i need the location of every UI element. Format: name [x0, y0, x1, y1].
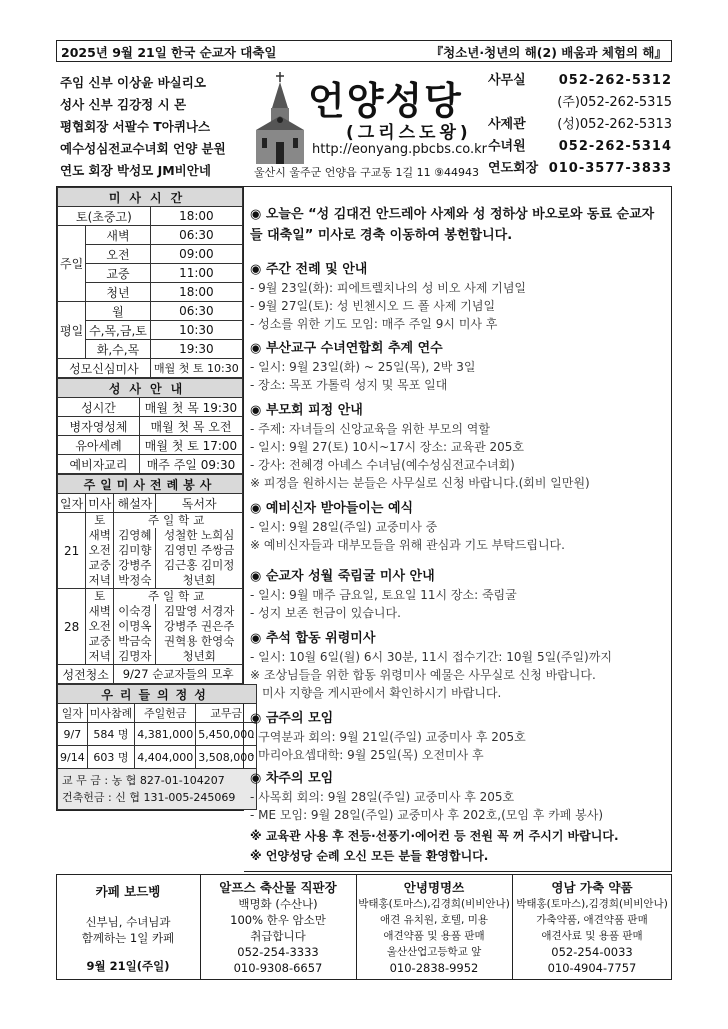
- table-row: [58, 340, 243, 359]
- cleaning-label: 성전청소: [58, 665, 114, 684]
- parish-name: 언양성당: [308, 79, 463, 123]
- mass-label: 교중: [86, 264, 151, 283]
- table-row: [58, 226, 243, 245]
- notice-line: - ME 모임: 9월 28일(주일) 교중미사 후 202호,(모임 후 카페 봉사): [250, 808, 604, 822]
- bullet-icon: ◉: [250, 711, 266, 726]
- mass-label: 월: [86, 302, 151, 321]
- offering-dues: 5,450,000: [196, 723, 257, 746]
- mass-times-heading: 미사시간: [58, 188, 243, 207]
- offerings-heading: 우리들의정성: [58, 685, 257, 704]
- column-header: 주일헌금: [135, 704, 196, 723]
- staff-row: 주임 신부 이상윤 바실리오: [60, 75, 206, 90]
- bullet-icon: ◉: [250, 771, 266, 786]
- notice-line: - 9월 27일(토): 성 빈첸시오 드 폴 사제 기념일: [250, 299, 496, 313]
- ad-title: 카페 보드벵: [95, 884, 161, 899]
- address: 울산시 울주군 언양읍 구교동 1길 11 ⑨44943: [254, 166, 479, 179]
- contact-row: 수녀원 052-262-5314: [488, 139, 672, 154]
- ad-line: 애견약품 및 용품 판매: [383, 930, 485, 942]
- table-row: [58, 302, 243, 321]
- table-row: [58, 436, 243, 455]
- sacrament-value: 매월 첫 목 19:30: [140, 398, 243, 417]
- column-header: 미사: [86, 494, 114, 513]
- table-row: [58, 207, 243, 226]
- ad-pet-shop: [358, 876, 510, 978]
- table-row: [58, 723, 257, 746]
- mass-time: 10:30: [150, 321, 242, 340]
- offering-dues: 3,508,000: [196, 746, 257, 769]
- notice-line: - 일시: 10월 6일(월) 6시 30분, 11시 접수기간: 10월 5일(주일)까지: [250, 650, 612, 664]
- notice-jukrimgul-mass: [250, 565, 720, 622]
- ad-line: 가축약품, 애견약품 판매: [536, 914, 648, 926]
- top-bar: [56, 40, 672, 62]
- sacrament-label: 성시간: [58, 398, 140, 417]
- account-info: 교 무 금 : 농 협 827-01-104207 건축헌금 : 신 협 131-005-245069: [58, 769, 257, 810]
- footer-notes: [250, 826, 668, 866]
- column-header: 해설자: [114, 494, 156, 513]
- notice-line: - 일시: 9월 28일(주일) 교중미사 중: [250, 520, 438, 534]
- table-row: [58, 746, 257, 769]
- table-row: [58, 245, 243, 264]
- ministry-table: [57, 474, 243, 684]
- offering-sunday: 4,381,000: [135, 723, 196, 746]
- footer-note: ※ 언양성당 순례 오신 모든 분들 환영합니다.: [250, 849, 489, 863]
- notice-line: - 구역분과 회의: 9월 21일(주일) 교중미사 후 205호: [250, 730, 526, 744]
- bullet-icon: ◉: [250, 569, 266, 584]
- notice-line: - 9월 23일(화): 피에트렐치나의 성 비오 사제 기념일: [250, 281, 526, 295]
- ad-line: 052-254-3333: [237, 945, 319, 959]
- cleaning-value: 9/27 순교자들의 모후: [114, 665, 243, 684]
- ad-line: 함께하는 1일 카페: [81, 931, 175, 945]
- mass-label: 청년: [86, 283, 151, 302]
- notice-title: ◉ 금주의 모임: [250, 711, 334, 726]
- sacraments-heading: 성사안내: [58, 379, 243, 398]
- mass-time: 09:00: [150, 245, 242, 264]
- sunday-label: 주일: [58, 226, 86, 302]
- offering-attendance: 584 명: [87, 723, 135, 746]
- notice-title: ◉ 주간 전례 및 안내: [250, 262, 368, 277]
- ministry-masses: 토 새벽 오전 교중 저녁: [86, 513, 114, 589]
- notice-line: - 일시: 9월 매주 금요일, 토요일 11시 장소: 죽림굴: [250, 588, 517, 602]
- column-header: 일자: [58, 704, 88, 723]
- notice-line: ※ 조상님들을 위한 합동 위령미사 예물은 사무실로 신청 바랍니다.: [250, 668, 596, 682]
- column-header: 미사참례: [87, 704, 135, 723]
- mass-time: 11:00: [150, 264, 242, 283]
- ministry-masses: 토 새벽 오전 교중 저녁: [86, 589, 114, 665]
- notice-title: ◉ 순교자 성월 죽림굴 미사 안내: [250, 569, 435, 584]
- notice-weekly-liturgy: [250, 258, 720, 333]
- notice-title: ◉ 부모회 피정 안내: [250, 403, 363, 418]
- contact-row: 사제관 (성)052-262-5313: [488, 117, 672, 132]
- table-row: [58, 665, 243, 684]
- header: [56, 66, 672, 184]
- contact-list: [488, 70, 672, 180]
- contact-row: 사무실 052-262-5312: [488, 73, 672, 88]
- table-row: [58, 769, 257, 810]
- notice-line: - 성지 보존 헌금이 있습니다.: [250, 606, 401, 620]
- sacrament-value: 매월 첫 토 17:00: [140, 436, 243, 455]
- slogan: 『청소년·청년의 해(2) 배움과 체험의 해』: [430, 45, 667, 60]
- bullet-icon: ◉: [250, 262, 266, 277]
- church-icon: [254, 72, 306, 166]
- ad-title: 영남 가축 약품: [551, 880, 633, 895]
- sacrament-value: 매월 첫 목 오전: [140, 417, 243, 436]
- notice-line: - 마리아요셉대학: 9월 25일(목) 오전미사 후: [250, 748, 484, 762]
- table-row: [58, 417, 243, 436]
- notice-line: ※ 피정을 원하시는 분들은 사무실로 신청 바랍니다.(회비 일만원): [250, 476, 590, 490]
- ministry-people: 주일학교 김영혜 김미향 강병주 박정숙 성철한 노희심 김영민 주쌍금 김근홍 김미정 청년회: [114, 513, 243, 589]
- notice-line: - 사목회 회의: 9월 28일(주일) 교중미사 후 205호: [250, 790, 515, 804]
- mass-time: 19:30: [150, 340, 242, 359]
- column-header: 교무금: [196, 704, 257, 723]
- ad-line: 울산산업고등학교 앞: [386, 946, 482, 958]
- offerings-table: [57, 684, 257, 810]
- notice-line: - 주제: 자녀들의 신앙교육을 위한 부모의 역할: [250, 422, 490, 436]
- notice-parents-retreat: [250, 399, 720, 492]
- ad-line: 취급합니다: [250, 929, 306, 943]
- notice-sisters-retreat: [250, 337, 720, 394]
- ad-butcher: [202, 876, 354, 978]
- sacrament-label: 유아세례: [58, 436, 140, 455]
- ad-title: 안녕명명쓰: [403, 880, 465, 895]
- sacrament-label: 예비자교리: [58, 455, 140, 474]
- bullet-icon: ◉: [250, 341, 266, 356]
- ministry-heading: 주일미사전례봉사: [58, 475, 243, 494]
- notice-line: - 일시: 9월 27(토) 10시~17시 장소: 교육관 205호: [250, 440, 524, 454]
- table-row: [58, 513, 243, 589]
- notice-feast: [250, 204, 660, 248]
- ad-title: 알프스 축산물 직판장: [219, 880, 337, 895]
- mass-time: 18:00: [150, 283, 242, 302]
- mass-times-table: [57, 187, 243, 378]
- holy-hour-label: 성모신심미사: [58, 359, 151, 378]
- offering-date: 9/7: [58, 723, 88, 746]
- ad-livestock-pharmacy: [514, 876, 670, 978]
- table-header-row: [58, 704, 257, 723]
- notice-line: - 일시: 9월 23일(화) ~ 25일(목), 2박 3일: [250, 360, 476, 374]
- ad-line: 백명화 (수산나): [238, 897, 318, 911]
- table-row: [58, 589, 243, 665]
- table-row: [58, 455, 243, 474]
- bullet-icon: ◉: [250, 631, 266, 646]
- mass-time: 06:30: [150, 302, 242, 321]
- notice-this-week-meetings: [250, 707, 720, 764]
- notice-line: ※ 예비신자들과 대부모들을 위해 관심과 기도 부탁드립니다.: [250, 538, 565, 552]
- sacraments-table: [57, 378, 243, 474]
- mass-label: 수,목,금,토: [86, 321, 151, 340]
- ministry-people: 주일학교 이숙경 이명옥 박금숙 김명자 김말영 서경자 강병주 권은주 권혁용 한영숙 청년회: [114, 589, 243, 665]
- mass-label: 화,수,목: [86, 340, 151, 359]
- staff-row: 예수성심전교수녀회 언양 분원: [60, 141, 226, 156]
- left-column: [56, 186, 255, 811]
- ad-line: 010-4904-7757: [547, 961, 637, 975]
- ad-date: 9월 21일(주일): [86, 959, 170, 973]
- notice-title: ◉ 오늘은 “성 김대건 안드레아 사제와 성 정하상 바오로와 동료 순교자들 대축일” 미사로 경축 이동하여 봉헌합니다.: [250, 207, 655, 243]
- column-header: 일자: [58, 494, 86, 513]
- mass-label: 오전: [86, 245, 151, 264]
- offering-date: 9/14: [58, 746, 88, 769]
- ad-line: 010-9308-6657: [233, 961, 323, 975]
- table-row: [58, 398, 243, 417]
- contact-row: 연도회장 010-3577-3833: [488, 161, 672, 176]
- notice-line: - 장소: 목포 가톨릭 성지 및 목포 일대: [250, 378, 448, 392]
- ad-line: 신부님, 수녀님과: [85, 915, 171, 929]
- column-header: 독서자: [156, 494, 243, 513]
- notice-memorial-mass: [250, 627, 720, 702]
- table-row: [58, 264, 243, 283]
- staff-row: 성사 신부 김강정 시 몬: [60, 97, 187, 112]
- notice-line: - 강사: 전혜경 아녜스 수녀님(예수성심전교수녀회): [250, 458, 515, 472]
- bullet-icon: ◉: [250, 207, 266, 222]
- staff-row: 연도 회장 박성모 JM비안네: [60, 163, 211, 178]
- holy-hour-time: 매월 첫 토 10:30: [150, 359, 242, 378]
- ministry-day: 28: [58, 589, 86, 665]
- ad-line: 애견사료 및 용품 판매: [541, 930, 643, 942]
- staff-list: [60, 72, 250, 182]
- offering-attendance: 603 명: [87, 746, 135, 769]
- ad-line: 100% 한우 암소만: [230, 913, 326, 927]
- ad-line: 애견 유치원, 호텔, 미용: [380, 914, 488, 926]
- sacrament-value: 매주 주일 09:30: [140, 455, 243, 474]
- notice-line: - 성소를 위한 기도 모임: 매주 주일 9시 미사 후: [250, 317, 498, 331]
- ad-cafe: [58, 876, 198, 978]
- offering-sunday: 4,404,000: [135, 746, 196, 769]
- notice-next-week-meetings: [250, 767, 720, 824]
- sacrament-label: 병자영성체: [58, 417, 140, 436]
- ministry-day: 21: [58, 513, 86, 589]
- saturday-youth-time: 18:00: [150, 207, 242, 226]
- saturday-youth-label: 토(초중고): [58, 207, 151, 226]
- date-line: 2025년 9월 21일 한국 순교자 대축일: [61, 45, 277, 60]
- bullet-icon: ◉: [250, 501, 266, 516]
- notice-title: ◉ 차주의 모임: [250, 771, 334, 786]
- notice-title: ◉ 추석 합동 위령미사: [250, 631, 376, 646]
- mass-label: 새벽: [86, 226, 151, 245]
- table-row: [58, 283, 243, 302]
- table-row: [58, 359, 243, 378]
- ad-line: 052-254-0033: [551, 945, 633, 959]
- notice-title: ◉ 부산교구 수녀연합회 추계 연수: [250, 341, 443, 356]
- ad-line: 박태홍(토마스),김경희(비비안나): [358, 898, 510, 910]
- bullet-icon: ◉: [250, 403, 266, 418]
- contact-row: (주)052-262-5315: [557, 95, 672, 110]
- staff-row: 평협회장 서팔수 T아퀴나스: [60, 119, 211, 134]
- table-row: [58, 321, 243, 340]
- notice-line: 미사 지향을 게시판에서 확인하시기 바랍니다.: [262, 686, 502, 700]
- footer-note: ※ 교육관 사용 후 전등·선풍기·에어컨 등 전원 꼭 꺼 주시기 바랍니다.: [250, 829, 619, 843]
- notice-catechumen-rite: [250, 497, 720, 554]
- parish-subtitle: (그리스도왕): [346, 123, 472, 143]
- table-header-row: [58, 494, 243, 513]
- mass-time: 06:30: [150, 226, 242, 245]
- website-link[interactable]: http://eonyang.pbcbs.co.kr: [312, 142, 487, 157]
- notice-title: ◉ 예비신자 받아들이는 예식: [250, 501, 414, 516]
- weekday-label: 평일: [58, 302, 86, 359]
- ad-line: 박태홍(토마스),김경희(비비안나): [516, 898, 668, 910]
- ad-line: 010-2838-9952: [389, 961, 479, 975]
